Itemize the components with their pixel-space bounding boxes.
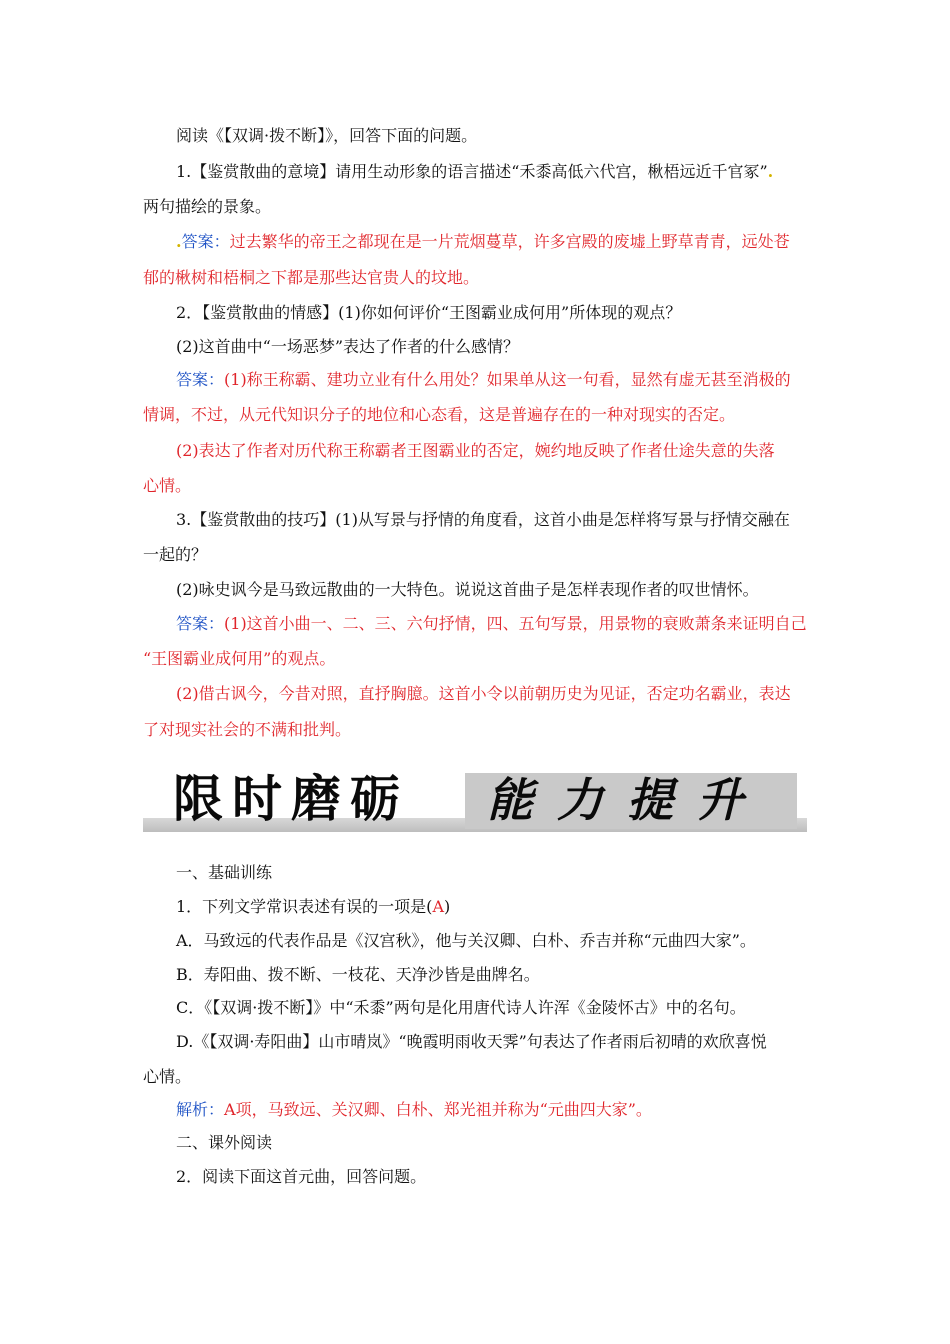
answer-2-part-2: (2)表达了作者对历代称王称霸者王图霸业的否定，婉约地反映了作者仕途失意的失落: [176, 441, 775, 460]
section-2-heading: 二、课外阅读: [176, 1133, 273, 1152]
question-2-reading: 2．阅读下面这首元曲，回答问题。: [176, 1167, 427, 1186]
answer-3-part-2: (2)借古讽今，今昔对照，直抒胸臆。这首小令以前朝历史为见证，否定功名霸业，表达: [176, 684, 791, 703]
question-1-cont: 两句描绘的景象。: [143, 197, 272, 216]
question-3-cont: 一起的？: [143, 545, 208, 564]
question-2: 2．【鉴赏散曲的情感】(1)你如何评价“王图霸业成何用”所体现的观点？: [176, 303, 682, 322]
answer-2-part-2-cont: 心情。: [143, 476, 192, 495]
option-d: D.《【双调·寿阳曲】山市晴岚》“晚霞明雨收天霁”句表达了作者雨后初晴的欢欣喜悦: [176, 1032, 767, 1051]
analysis-1: 解析：A项，马致远、关汉卿、白朴、郑光祖并称为“元曲四大家”。: [176, 1100, 652, 1119]
answer-2-part-1: 答案：(1)称王称霸、建功立业有什么用处？如果单从这一句看，显然有虚无甚至消极的: [176, 370, 791, 389]
question-2-part-2: (2)这首曲中“一场恶梦”表达了作者的什么感情？: [176, 337, 520, 356]
mc-answer-key: A: [432, 897, 444, 916]
banner-title-left: 限时磨砺: [173, 770, 409, 828]
question-3: 3.【鉴赏散曲的技巧】(1)从写景与抒情的角度看，这首小曲是怎样将写景与抒情交融在: [176, 510, 790, 529]
answer-3-part-1: 答案：(1)这首小曲一、二、三、六句抒情，四、五句写景，用景物的衰败萧条来证明自己: [176, 614, 807, 633]
section-banner: [143, 765, 807, 837]
answer-3-part-2-cont: 了对现实社会的不满和批判。: [143, 720, 352, 739]
option-a: A．马致远的代表作品是《汉宫秋》，他与关汉卿、白朴、乔吉并称“元曲四大家”。: [176, 931, 756, 950]
mc-question-1: 1．下列文学常识表述有误的一项是(A): [176, 897, 451, 916]
option-d-cont: 心情。: [143, 1067, 192, 1086]
answer-1-cont: 郁的楸树和梧桐之下都是那些达官贵人的坟地。: [143, 268, 480, 287]
answer-2-part-1-cont: 情调，不过，从元代知识分子的地位和心态看，这是普遍存在的一种对现实的否定。: [143, 405, 736, 424]
reading-intro: 阅读《【双调·拨不断】》，回答下面的问题。: [176, 126, 478, 145]
answer-1: .答案：过去繁华的帝王之都现在是一片荒烟蔓草，许多宫殿的废墟上野草青青，远处苍: [176, 232, 790, 251]
banner-title-right: 能力提升: [487, 773, 767, 827]
option-b: B．寿阳曲、拨不断、一枝花、天净沙皆是曲牌名。: [176, 965, 540, 984]
question-1: 1.【鉴赏散曲的意境】请用生动形象的语言描述“禾黍高低六代宫，楸梧远近千官冢”.: [176, 162, 774, 181]
answer-3-part-1-cont: “王图霸业成何用”的观点。: [143, 649, 336, 668]
option-c: C．《【双调·拨不断】》中“禾黍”两句是化用唐代诗人许浑《金陵怀古》中的名句。: [176, 998, 746, 1017]
question-3-part-2: (2)咏史讽今是马致远散曲的一大特色。说说这首曲子是怎样表现作者的叹世情怀。: [176, 580, 759, 599]
section-1-heading: 一、基础训练: [176, 863, 273, 882]
